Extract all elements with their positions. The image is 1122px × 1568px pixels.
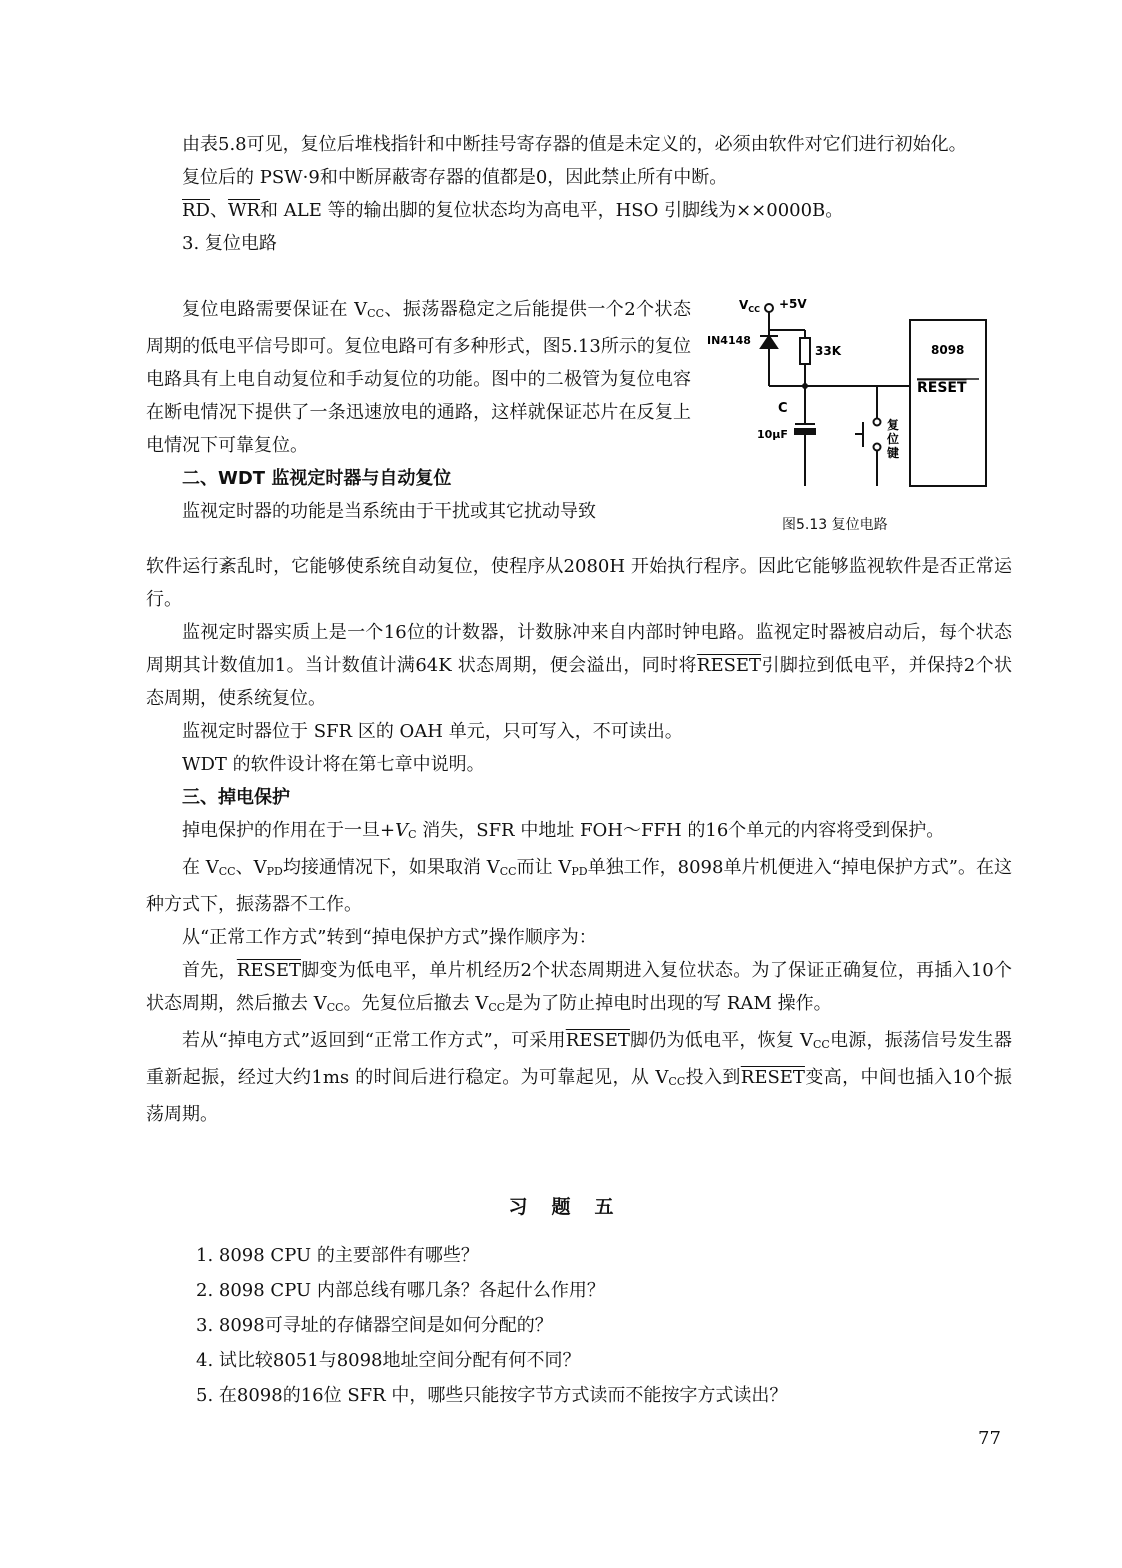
rd-signal: $\overline{RD}$ — [182, 200, 210, 221]
power5-text-3: 电源，振荡信号发生器重新起振，经过大约1ms 的时间后进行稳定。为可靠起见，从 V — [146, 1030, 1013, 1088]
exercise-item: 4. 试比较8051与8098地址空间分配有何不同？ — [196, 1350, 581, 1371]
reset-circuit-block — [146, 293, 691, 528]
paragraph-reset-stack: 由表5.8可见，复位后堆栈指针和中断挂号寄存器的值是未定义的，必须由软件对它们进行初始化。 — [182, 134, 967, 155]
power-paragraph-3: 从“正常工作方式”转到“掉电保护方式”操作顺序为： — [182, 927, 597, 948]
wr-signal: $\overline{WR}$ — [227, 200, 261, 221]
power4-text-4: 是为了防止掉电时出现的写 RAM 操作。 — [505, 993, 832, 1014]
power5-reset-signal-2: RESET — [740, 1067, 805, 1088]
button-label-3: 键 — [887, 446, 900, 460]
reset-signal: RESET — [696, 655, 762, 676]
heading-wdt: 二、WDT 监视定时器与自动复位 — [182, 468, 452, 489]
capacitor-value-label: 10μF — [757, 428, 788, 441]
wdt2-text-2: 引脚拉到低电平，并保持2个状态周期，使系统复位。 — [146, 655, 1012, 709]
power2-text-2: 、V — [235, 857, 267, 878]
resistor-label: 33K — [815, 344, 841, 358]
reset-pin-label: RESET — [917, 380, 967, 396]
heading-power-down: 三、掉电保护 — [182, 787, 290, 808]
power4-reset-signal: RESET — [236, 960, 301, 981]
vcc-subscript: CC — [367, 307, 384, 320]
power2-text-5: 单独工作，8098单片机便进入“掉电保护方式”。在这种方式下，振荡器不工作。 — [146, 857, 1012, 915]
button-label-2: 位 — [887, 432, 900, 446]
power2-text-4: 而让 V — [516, 857, 572, 878]
reset-circuit-text-1: 复位电路需要保证在 V — [182, 299, 368, 320]
vcc-label: $V_{CC}$ — [739, 298, 761, 314]
wdt-paragraph-3: 监视定时器位于 SFR 区的 OAH 单元，只可写入，不可读出。 — [182, 721, 683, 742]
vc-symbol: V — [395, 820, 409, 841]
power5-text-2: 脚仍为低电平，恢复 V — [629, 1030, 814, 1051]
power4-sub-1: CC — [326, 1001, 344, 1014]
reset-circuit-text-2: 、振荡器稳定之后能提供一个2个状态周期的低电平信号即可。复位电路可有多种形式，图5.13所示的复位电路具有上电自动复位和手动复位的功能。图中的二极管为复位电容在断电情况下提供了一条迅速放电的通路，这样就保证芯片在反复上电情况下可靠复位。 — [146, 299, 691, 456]
power2-sub-4: PD — [571, 865, 588, 878]
wdt-paragraph-continued: 软件运行紊乱时，它能够使系统自动复位，使程序从2080H 开始执行程序。因此它能够监视软件是否正常运行。 — [146, 556, 1012, 610]
exercise-item: 5. 在8098的16位 SFR 中，哪些只能按字节方式读而不能按字方式读出？ — [196, 1385, 788, 1406]
paragraph-psw: 复位后的 PSW·9和中断屏蔽寄存器的值都是0，因此禁止所有中断。 — [182, 167, 728, 188]
power5-reset-signal-1: RESET — [565, 1030, 630, 1051]
exercise-item: 3. 8098可寻址的存储器空间是如何分配的？ — [196, 1315, 553, 1336]
section-3-title: 3. 复位电路 — [182, 233, 277, 254]
power2-sub-1: CC — [218, 865, 236, 878]
power5-text-5: 变高，中间也插入10个振荡周期。 — [146, 1067, 1012, 1125]
chip-label: 8098 — [931, 343, 965, 357]
power5-sub-1: CC — [813, 1038, 830, 1051]
power4-text-1: 首先， — [182, 960, 237, 981]
paragraph-rd-wr — [146, 194, 1012, 227]
top-text-block — [146, 128, 1012, 260]
reset-circuit-figure — [705, 292, 1005, 542]
exercise-item: 2. 8098 CPU 内部总线有哪几条？各起什么作用？ — [196, 1280, 605, 1301]
wdt2-text-1: 监视定时器实质上是一个16位的计数器，计数脉冲来自内部时钟电路。监视定时器被启动后，每个状态周期其计数值加1。当计数值计满64K 状态周期，便会溢出，同时将 — [146, 622, 1012, 676]
exercise-list — [196, 1238, 787, 1413]
power-paragraph-5 — [146, 1024, 1012, 1131]
power-paragraph-1 — [146, 814, 1012, 851]
power-paragraph-4 — [146, 954, 1012, 1024]
power2-text-1: 在 V — [182, 857, 219, 878]
figure-caption: 图5.13 复位电路 — [782, 517, 888, 533]
exercise-item: 1. 8098 CPU 的主要部件有哪些？ — [196, 1245, 479, 1266]
main-text-block — [146, 550, 1012, 1131]
rd-wr-separator: 、 — [209, 200, 228, 221]
power4-sub-2: CC — [488, 1001, 506, 1014]
button-label-1: 复 — [887, 418, 900, 432]
supply-label: +5V — [779, 297, 807, 311]
power2-sub-3: CC — [499, 865, 517, 878]
power5-text-4: 投入到 — [685, 1067, 741, 1088]
wdt-paragraph-2 — [146, 616, 1012, 715]
vc-subscript: C — [408, 828, 417, 841]
power4-text-3: 。先复位后撤去 V — [343, 993, 489, 1014]
power1-text-1: 掉电保护的作用在于一旦+ — [182, 820, 396, 841]
power1-text-2: 消失，SFR 中地址 FOH～FFH 的16个单元的内容将受到保护。 — [416, 820, 945, 841]
power4-text-2: 脚变为低电平，单片机经历2个状态周期进入复位状态。为了保证正确复位，再插入10个状态周期，然后撤去 V — [146, 960, 1013, 1014]
wdt-paragraph-4: WDT 的软件设计将在第七章中说明。 — [182, 754, 485, 775]
exercise-title: 习题五 — [508, 1196, 638, 1218]
capacitor-name-label: C — [778, 401, 788, 416]
wdt-line-1: 监视定时器的功能是当系统由于干扰或其它扰动导致 — [182, 501, 596, 522]
power2-text-3: 均接通情况下，如果取消 V — [282, 857, 500, 878]
power5-sub-2: CC — [668, 1075, 686, 1088]
power2-sub-2: PD — [266, 865, 283, 878]
paragraph-reset-circuit — [146, 293, 691, 462]
page-number: 77 — [978, 1428, 1001, 1449]
rd-wr-rest: 和 ALE 等的输出脚的复位状态均为高电平，HSO 引脚线为××0000B。 — [260, 200, 844, 221]
power5-text-1: 若从“掉电方式”返回到“正常工作方式”，可采用 — [182, 1030, 566, 1051]
diode-label: IN4148 — [707, 334, 751, 347]
power-paragraph-2 — [146, 851, 1012, 921]
